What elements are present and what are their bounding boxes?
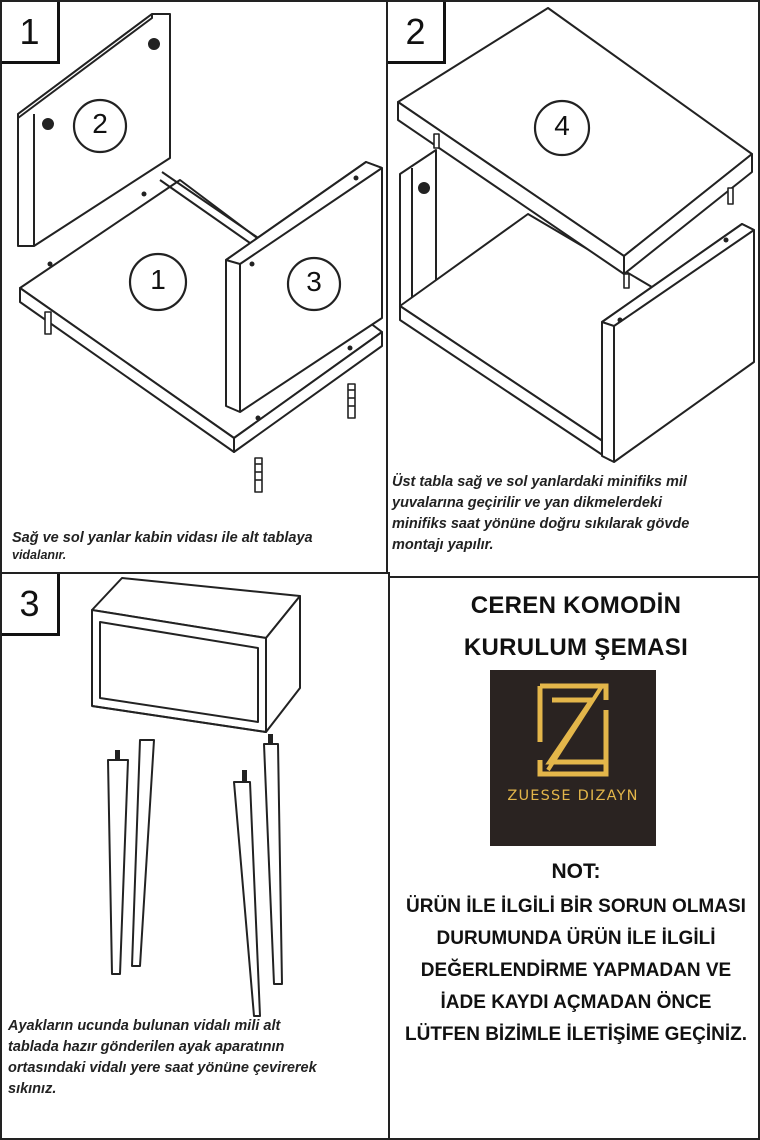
brand-logo	[490, 670, 656, 846]
note-line: DURUMUNDA ÜRÜN İLE İLGİLİ	[436, 928, 716, 949]
note-line: LÜTFEN BİZİMLE İLETİŞİME GEÇİNİZ.	[405, 1024, 747, 1045]
product-title: CEREN KOMODİN	[470, 592, 682, 619]
info-panel	[388, 576, 760, 1140]
part-label-4: 4	[554, 110, 570, 141]
part-label-3: 3	[306, 266, 322, 297]
step-3-panel	[0, 572, 390, 1140]
step-2-caption	[392, 472, 758, 556]
step-number: 1	[2, 2, 60, 64]
step-number: 2	[388, 2, 446, 64]
note-line: İADE KAYDI AÇMADAN ÖNCE	[440, 992, 712, 1013]
note-heading: NOT:	[551, 860, 601, 883]
document-title: KURULUM ŞEMASI	[463, 634, 689, 661]
caption-line: Ayakların ucunda bulunan vidalı mili alt	[8, 1018, 281, 1034]
step-2-panel	[386, 0, 760, 578]
caption-line: ortasındaki vidalı yere saat yönüne çevirerek	[8, 1060, 317, 1076]
step-1-panel	[0, 0, 390, 574]
caption-line: Üst tabla sağ ve sol yanlardaki minifiks mil	[392, 474, 687, 490]
caption-line: sıkınız.	[8, 1081, 57, 1097]
caption-line: vidalanır.	[12, 548, 67, 562]
logo-text: ZUESSE DIZAYN	[507, 788, 639, 804]
part-label-2: 2	[92, 108, 108, 139]
caption-line: montajı yapılır.	[392, 537, 494, 553]
note-line: ÜRÜN İLE İLGİLİ BİR SORUN OLMASI	[406, 896, 746, 917]
note-line: DEĞERLENDİRME YAPMADAN VE	[420, 960, 732, 981]
step-1-caption	[12, 528, 390, 566]
part-label-1: 1	[150, 264, 166, 295]
step-3-caption	[8, 1016, 390, 1100]
zuesse-logo-icon	[490, 670, 656, 846]
step-number: 3	[2, 574, 60, 636]
caption-line: minifiks saat yönüne doğru sıkılarak gövde	[392, 516, 690, 532]
caption-line: yuvalarına geçirilir ve yan dikmelerdeki	[392, 495, 663, 511]
caption-line: tablada hazır gönderilen ayak aparatının	[8, 1039, 285, 1055]
caption-line: Sağ ve sol yanlar kabin vidası ile alt tablaya	[12, 530, 313, 546]
